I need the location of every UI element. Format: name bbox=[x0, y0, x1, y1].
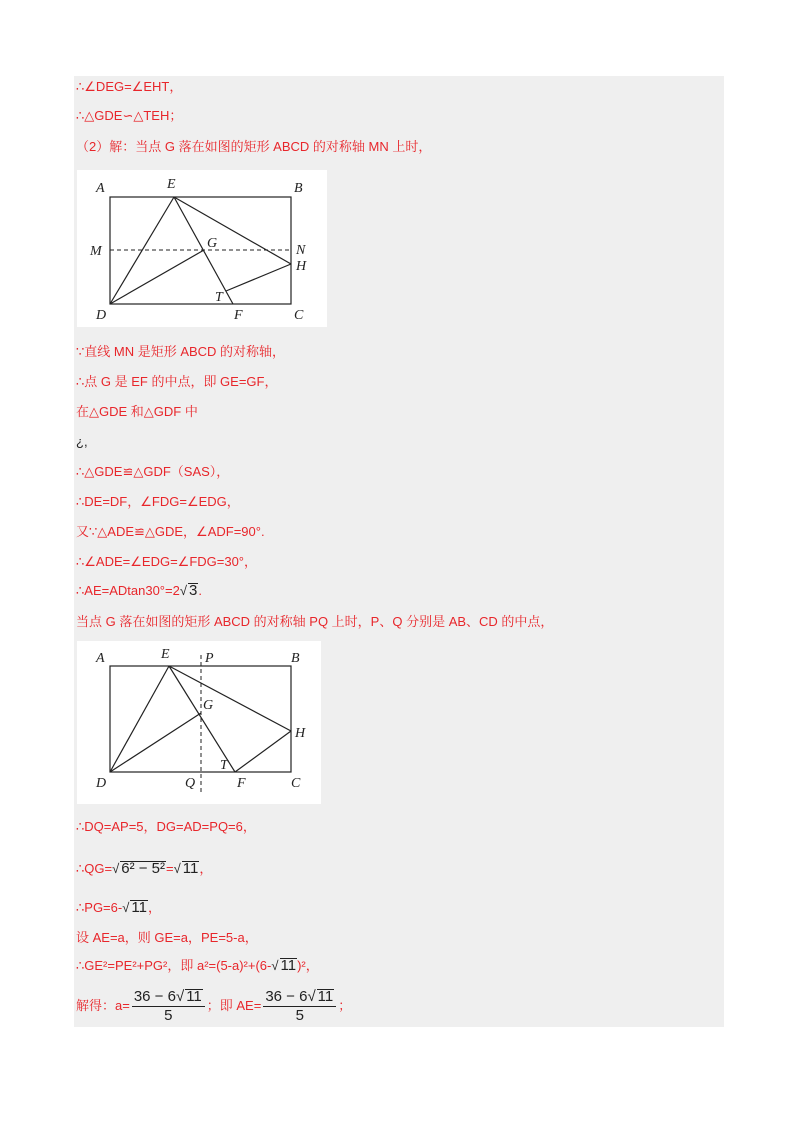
label-n: N bbox=[296, 243, 306, 258]
fraction-1-numerator bbox=[132, 988, 205, 1007]
radicand-3: 3 bbox=[188, 582, 198, 599]
radicand-11-c: 11 bbox=[280, 957, 297, 974]
segment-dg-2 bbox=[110, 713, 201, 772]
sqrt-sign-16: √ bbox=[122, 900, 130, 915]
text-line-17: 设 AE=a，则 GE=a，PE=5-a， bbox=[76, 930, 258, 945]
label-f-2: F bbox=[237, 776, 246, 791]
fraction-1 bbox=[132, 988, 205, 1025]
segment-eh bbox=[174, 197, 291, 264]
text-line-16-suffix: ， bbox=[147, 900, 161, 915]
figure-2 bbox=[77, 641, 321, 804]
sqrt-sign-18: √ bbox=[271, 958, 279, 973]
label-d-2: D bbox=[96, 776, 107, 791]
label-t-2: T bbox=[220, 758, 228, 773]
sqrt-sign-19b: √ bbox=[307, 988, 316, 1006]
fraction-2-denominator: 5 bbox=[295, 1007, 304, 1025]
label-d: D bbox=[96, 308, 107, 323]
radicand-11-d: 11 bbox=[186, 988, 202, 1006]
text-line-2: ∴△GDE∽△TEH； bbox=[76, 108, 183, 123]
text-line-19-prefix: 解得：a= bbox=[76, 998, 130, 1013]
label-b-2: B bbox=[291, 651, 300, 666]
label-t: T bbox=[215, 290, 223, 305]
label-c: C bbox=[294, 308, 304, 323]
text-line-4: ∵直线 MN 是矩形 ABCD 的对称轴， bbox=[76, 344, 286, 359]
text-line-16-prefix: ∴PG=6- bbox=[76, 900, 123, 915]
radicand-11-a: 11 bbox=[182, 860, 199, 877]
fraction-2-numerator bbox=[263, 988, 336, 1007]
label-c-2: C bbox=[291, 776, 301, 791]
text-line-5: ∴点 G 是 EF 的中点，即 GE=GF， bbox=[76, 374, 278, 389]
segment-th bbox=[226, 264, 291, 291]
figure-1-svg bbox=[77, 170, 327, 327]
text-line-3: （2）解：当点 G 落在如图的矩形 ABCD 的对称轴 MN 上时， bbox=[76, 139, 432, 154]
label-g-2: G bbox=[203, 698, 214, 713]
figure-2-svg bbox=[77, 641, 321, 804]
text-line-14: ∴DQ=AP=5，DG=AD=PQ=6， bbox=[76, 819, 256, 834]
text-line-19-end: ； bbox=[338, 998, 352, 1013]
label-e-2: E bbox=[161, 647, 170, 662]
figure-1 bbox=[77, 170, 327, 327]
label-h: H bbox=[296, 259, 307, 274]
text-line-18-suffix: )²， bbox=[297, 958, 319, 973]
label-a-2: A bbox=[96, 651, 105, 666]
segment-ef-2 bbox=[169, 666, 235, 772]
label-a: A bbox=[96, 181, 105, 196]
text-line-10: 又∵△ADE≌△GDE，∠ADF=90°. bbox=[76, 524, 265, 539]
label-p-2: P bbox=[205, 651, 214, 666]
text-line-9: ∴DE=DF，∠FDG=∠EDG， bbox=[76, 494, 240, 509]
text-line-18 bbox=[76, 957, 319, 975]
label-f: F bbox=[234, 308, 243, 323]
fraction-1-num-text: 36 − 6 bbox=[133, 988, 176, 1006]
sqrt-sign: √ bbox=[179, 583, 187, 598]
fraction-2 bbox=[263, 988, 336, 1025]
text-line-8: ∴△GDE≌△GDF（SAS）， bbox=[76, 464, 230, 479]
radicand-11-b: 11 bbox=[131, 899, 147, 916]
label-b: B bbox=[294, 181, 303, 196]
fraction-2-num-text: 36 − 6 bbox=[265, 988, 308, 1006]
segment-dg bbox=[110, 250, 204, 304]
text-line-6: 在△GDE 和△GDF 中 bbox=[76, 404, 198, 419]
label-q-2: Q bbox=[185, 776, 196, 791]
radicand-11-e: 11 bbox=[317, 988, 334, 1006]
text-line-12-prefix: ∴AE=ADtan30°=2 bbox=[76, 583, 180, 598]
text-line-11: ∴∠ADE=∠EDG=∠FDG=30°， bbox=[76, 554, 258, 569]
label-h-2: H bbox=[295, 726, 306, 741]
segment-ed-2 bbox=[110, 666, 169, 772]
text-line-16 bbox=[76, 899, 161, 917]
sqrt-sign-15a: √ bbox=[112, 861, 120, 876]
text-line-15-suffix: ， bbox=[199, 861, 213, 876]
radicand-6-5: 6² − 5² bbox=[121, 860, 166, 877]
text-line-19 bbox=[76, 986, 351, 1026]
label-m: M bbox=[90, 244, 102, 259]
sqrt-sign-15b: √ bbox=[173, 861, 181, 876]
text-line-15-mid: = bbox=[166, 861, 174, 876]
sqrt-sign-19a: √ bbox=[175, 988, 185, 1006]
text-line-19-mid: ；即 AE= bbox=[206, 998, 262, 1013]
text-line-12 bbox=[76, 582, 202, 600]
text-line-13: 当点 G 落在如图的矩形 ABCD 的对称轴 PQ 上时，P、Q 分别是 AB、CD 的中点， bbox=[76, 614, 554, 629]
text-line-1: ∴∠DEG=∠EHT， bbox=[76, 79, 183, 94]
text-line-18-prefix: ∴GE²=PE²+PG²，即 a²=(5-a)²+(6- bbox=[76, 958, 272, 973]
text-line-7: ¿, bbox=[76, 434, 88, 449]
segment-fh-2 bbox=[235, 731, 291, 772]
fraction-1-denominator: 5 bbox=[164, 1007, 173, 1025]
text-line-12-suffix: . bbox=[198, 583, 202, 598]
label-g: G bbox=[207, 236, 218, 251]
label-e: E bbox=[167, 177, 176, 192]
text-line-15-prefix: ∴QG= bbox=[76, 861, 113, 876]
text-line-15 bbox=[76, 860, 212, 878]
